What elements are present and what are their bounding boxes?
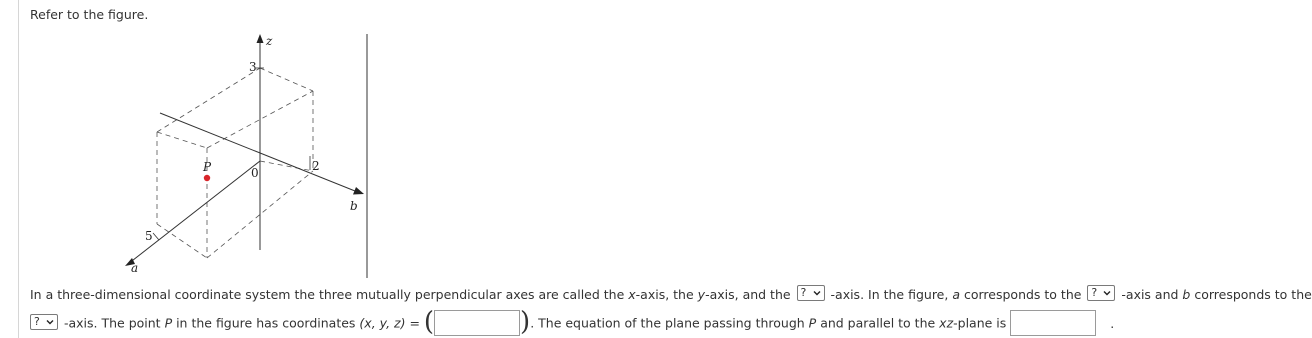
label-5: 5 <box>145 229 153 243</box>
question-line-1: In a three-dimensional coordinate system the three mutually perpendicular axes are called the x-axis, the y-axis, and the ? -axis. In the figure, a corresponds to the ? -axis and b corresponds to the <box>30 286 1312 302</box>
dashed-box-edges <box>157 68 313 258</box>
coordinates-input[interactable] <box>434 310 520 336</box>
label-3: 3 <box>249 60 257 74</box>
close-paren: ) <box>520 307 531 337</box>
label-p: P <box>203 160 212 174</box>
label-b: b <box>350 199 358 213</box>
label-0: 0 <box>251 166 259 180</box>
axis-b-dropdown[interactable]: ? <box>30 314 58 330</box>
z-arrowhead <box>257 34 264 43</box>
question-line-2: ? -axis. The point P in the figure has coordinates (x, y, z) = ( ). The equation of the plane passing through P and parallel to the xz-plane is . <box>30 311 1114 337</box>
chevron-down-icon <box>45 315 55 329</box>
left-border <box>18 0 19 338</box>
label-2: 2 <box>312 159 320 173</box>
label-a: a <box>131 261 139 275</box>
label-z: z <box>266 34 273 48</box>
plane-equation-input[interactable] <box>1010 310 1096 336</box>
b-arrowhead <box>353 187 364 195</box>
chevron-down-icon <box>812 286 822 300</box>
point-p-dot <box>204 175 210 181</box>
coordinate-figure <box>110 28 380 278</box>
prompt-text: Refer to the figure. <box>30 7 149 22</box>
chevron-down-icon <box>1102 286 1112 300</box>
axis-name-dropdown-1[interactable]: ? <box>797 285 825 301</box>
a-axis-visible <box>128 161 260 264</box>
axis-a-dropdown[interactable]: ? <box>1087 285 1115 301</box>
open-paren: ( <box>423 307 435 337</box>
